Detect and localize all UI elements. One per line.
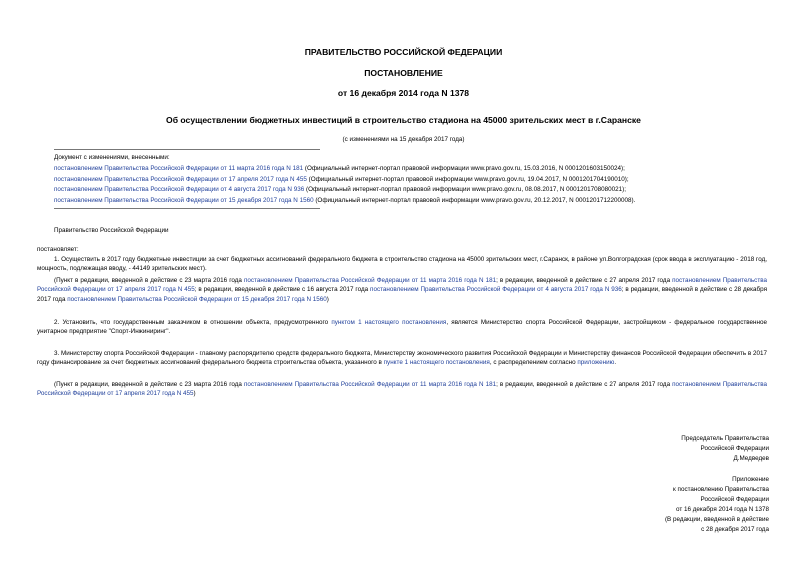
note-text: (Пункт в редакции, введенной в действие с 23 марта 2016 года [54, 381, 244, 388]
amendment-link[interactable]: постановлением Правительства Российской Федерации от 15 декабря 2017 года N 1560 [54, 197, 314, 204]
appendix-line: Российской Федерации [700, 496, 769, 503]
note-link[interactable]: постановлением Правительства Российской Федерации от 4 августа 2017 года N 936 [370, 286, 622, 294]
paragraph-3 [37, 349, 767, 368]
actor: Правительство Российской Федерации [54, 227, 169, 234]
amendments-top-divider [54, 149, 320, 150]
signature-position-2: Российской Федерации [700, 445, 769, 452]
note-text: ) [193, 390, 196, 398]
note-text: ; в редакции, введенной в действие с 16 августа 2017 года [194, 286, 371, 294]
amendments-intro: Документ с изменениями, внесенными: [54, 154, 170, 161]
note-text: ; в редакции, введенной в действие с 27 апреля 2017 года [496, 277, 673, 284]
appendix-line: (В редакции, введенной в действие [664, 516, 769, 523]
amendment-source: (Официальный интернет-портал правовой информации www.pravo.gov.ru, 08.08.2017, N 0001201708080021); [304, 186, 627, 193]
note-text: ; в редакции, введенной в действие с 27 апреля 2017 года [496, 381, 673, 388]
amendment-item [54, 176, 629, 184]
note-link[interactable]: постановлением Правительства Российской Федерации от 15 декабря 2017 года N 1560 [67, 295, 327, 303]
note-text: ) [326, 295, 329, 303]
paragraph-2 [37, 318, 767, 337]
paragraph-3-note [37, 380, 767, 399]
document-title: Об осуществлении бюджетных инвестиций в строительство стадиона на 45000 зрительских мест в г.Саранске [166, 115, 641, 125]
document-date-number: от 16 декабря 2014 года N 1378 [337, 88, 470, 98]
paragraph-text: 2. Установить, что государственным заказчиком в отношении объекта, предусмотренного [54, 319, 332, 326]
paragraph-text: . [614, 359, 617, 367]
note-text: ; в редакции, введенной в действие с 28 декабря 2017 года [37, 286, 768, 303]
paragraph-1-note [37, 276, 767, 304]
note-link[interactable]: постановлением Правительства Российской Федерации от 17 апреля 2017 года N 455 [37, 381, 767, 398]
note-text: (Пункт в редакции, введенной в действие с 23 марта 2016 года [54, 277, 244, 284]
note-link[interactable]: постановлением Правительства Российской Федерации от 11 марта 2016 года N 181 [243, 381, 497, 388]
amendment-item [54, 165, 625, 173]
amendment-link[interactable]: постановлением Правительства Российской Федерации от 4 августа 2017 года N 936 [54, 186, 305, 193]
resolves: постановляет: [37, 246, 79, 253]
government-name: ПРАВИТЕЛЬСТВО РОССИЙСКОЙ ФЕДЕРАЦИИ [304, 47, 503, 57]
amendment-item [54, 186, 626, 194]
signature-name: Д.Медведев [733, 455, 769, 462]
changes-note: (с изменениями на 15 декабря 2017 года) [342, 136, 465, 143]
amendment-link[interactable]: постановлением Правительства Российской Федерации от 17 апреля 2017 года N 455 [54, 176, 307, 183]
amendment-source: (Официальный интернет-портал правовой информации www.pravo.gov.ru, 15.03.2016, N 0001201603150024); [303, 165, 625, 172]
amendment-item [54, 197, 635, 205]
document-type: ПОСТАНОВЛЕНИЕ [364, 68, 443, 78]
paragraph-text: , с распределением согласно [489, 359, 578, 367]
amendment-source: (Официальный интернет-портал правовой информации www.pravo.gov.ru, 20.12.2017, N 0001201712200008). [313, 197, 636, 204]
appendix-title: Приложение [732, 476, 769, 483]
note-link[interactable]: постановлением Правительства Российской Федерации от 17 апреля 2017 года N 455 [37, 277, 767, 294]
appendix-link[interactable]: приложению [577, 359, 615, 367]
paragraph-text: 3. Министерству спорта Российской Федерации - главному распорядителю средств федерального бюджета, Министерству экономического развития Российской Федерации и Министерству финансов Российской Федерации обеспечить в 2017 году финансирование за счет бюджетных ассигнований федерального бюджета строительства объекта, указанного в [37, 350, 767, 367]
appendix-line: от 16 декабря 2014 года N 1378 [675, 506, 769, 513]
signature-position-1: Председатель Правительства [681, 435, 769, 442]
amendment-source: (Официальный интернет-портал правовой информации www.pravo.gov.ru, 19.04.2017, N 0001201704190010); [306, 176, 629, 183]
note-link[interactable]: постановлением Правительства Российской Федерации от 11 марта 2016 года N 181 [243, 277, 497, 284]
amendment-link[interactable]: постановлением Правительства Российской Федерации от 11 марта 2016 года N 181 [54, 165, 304, 172]
paragraph-link[interactable]: пункте 1 настоящего постановления [383, 359, 490, 367]
amendments-bottom-divider [54, 208, 320, 209]
paragraph-text: , является Министерство спорта Российской Федерации, застройщиком - федеральное государственное унитарное предприятие "Спорт-Инжиниринг". [37, 319, 767, 336]
paragraph-link[interactable]: пунктом 1 настоящего постановления [331, 319, 447, 326]
paragraph-1: 1. Осуществить в 2017 году бюджетные инвестиции за счет бюджетных ассигнований федерального бюджета в строительство стадиона на 45000 зрительских мест, г.Саранск, в районе ул.Волгоградская (срок ввода в эксплуатацию - 2018 год, мощность, подлежащая вводу, - 44149 зрительских мест). [37, 256, 767, 273]
appendix-line: с 28 декабря 2017 года [701, 526, 769, 533]
appendix-line: к постановлению Правительства [673, 486, 769, 493]
